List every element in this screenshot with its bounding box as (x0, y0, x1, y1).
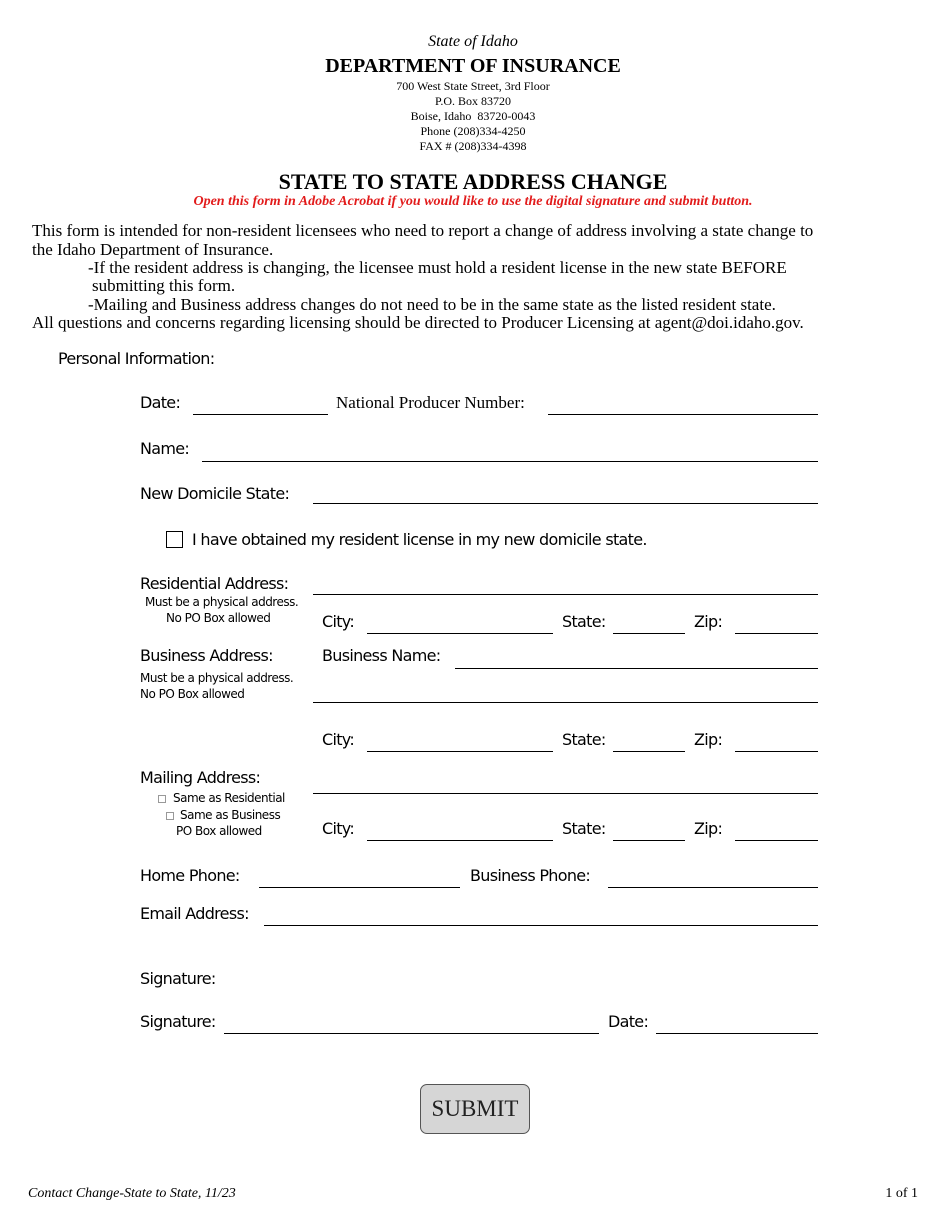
submit-button[interactable]: SUBMIT (420, 1084, 530, 1134)
header-state: State of Idaho (428, 33, 518, 50)
mailing-city-field[interactable] (367, 840, 553, 841)
npn-field[interactable] (548, 414, 818, 415)
new-domicile-state-label: New Domicile State: (140, 484, 290, 503)
home-phone-field[interactable] (259, 887, 460, 888)
intro-line-4: submitting this form. (92, 276, 236, 295)
business-phone-field[interactable] (608, 887, 818, 888)
residential-address-label: Residential Address: (140, 574, 289, 593)
email-field[interactable] (264, 925, 818, 926)
date-field[interactable] (193, 414, 328, 415)
header-department: DEPARTMENT OF INSURANCE (325, 55, 621, 77)
business-city-label: City: (322, 730, 355, 749)
residential-city-label: City: (322, 612, 355, 631)
name-label: Name: (140, 439, 190, 458)
footer-page-number: 1 of 1 (885, 1186, 918, 1201)
personal-info-heading: Personal Information: (58, 349, 215, 368)
mailing-zip-label: Zip: (694, 819, 723, 838)
po-box-allowed-label: PO Box allowed (176, 824, 262, 838)
business-zip-label: Zip: (694, 730, 723, 749)
business-state-label: State: (562, 730, 606, 749)
signature-label: Signature: (140, 1012, 216, 1031)
header-po-box: P.O. Box 83720 (434, 94, 511, 108)
npn-label: National Producer Number: (336, 393, 525, 412)
same-as-residential-label: Same as Residential (173, 791, 285, 805)
intro-line-6: All questions and concerns regarding licensing should be directed to Producer Licensing at agent@doi.idaho.gov. (32, 313, 804, 332)
residential-state-field[interactable] (613, 633, 685, 634)
residential-note-2: No PO Box allowed (166, 611, 271, 625)
mailing-city-label: City: (322, 819, 355, 838)
business-city-field[interactable] (367, 751, 553, 752)
business-name-field[interactable] (455, 668, 818, 669)
same-as-residential-checkbox[interactable] (158, 795, 166, 803)
intro-line-3: -If the resident address is changing, the licensee must hold a resident license in the new state BEFORE (88, 258, 787, 277)
residential-state-label: State: (562, 612, 606, 631)
mailing-address-field[interactable] (313, 793, 818, 794)
new-domicile-state-field[interactable] (313, 503, 818, 504)
business-state-field[interactable] (613, 751, 685, 752)
acrobat-notice: Open this form in Adobe Acrobat if you would like to use the digital signature and submit button. (193, 194, 753, 209)
resident-license-checkbox[interactable] (166, 531, 183, 548)
header-phone: Phone (208)334-4250 (420, 124, 526, 138)
same-as-business-checkbox[interactable] (166, 812, 174, 820)
residential-zip-field[interactable] (735, 633, 818, 634)
mailing-address-label: Mailing Address: (140, 768, 261, 787)
business-note-1: Must be a physical address. (140, 671, 294, 685)
mailing-state-field[interactable] (613, 840, 685, 841)
mailing-state-label: State: (562, 819, 606, 838)
header-city-line: Boise, Idaho 83720-0043 (410, 109, 536, 123)
residential-note-1: Must be a physical address. (145, 595, 299, 609)
name-field[interactable] (202, 461, 818, 462)
signature-field[interactable] (224, 1033, 599, 1034)
intro-line-1: This form is intended for non-resident licensees who need to report a change of address involving a state change to (32, 221, 814, 240)
resident-license-label: I have obtained my resident license in my new domicile state. (192, 530, 647, 549)
footer-form-id: Contact Change-State to State, 11/23 (28, 1186, 236, 1201)
business-note-2: No PO Box allowed (140, 687, 245, 701)
business-address-label: Business Address: (140, 646, 273, 665)
email-address-label: Email Address: (140, 904, 249, 923)
intro-line-2: the Idaho Department of Insurance. (32, 240, 274, 259)
business-phone-label: Business Phone: (470, 866, 591, 885)
residential-address-field[interactable] (313, 594, 818, 595)
intro-line-5: -Mailing and Business address changes do not need to be in the same state as the listed resident state. (88, 295, 776, 314)
mailing-zip-field[interactable] (735, 840, 818, 841)
business-address-field[interactable] (313, 702, 818, 703)
same-as-business-label: Same as Business (180, 808, 281, 822)
residential-city-field[interactable] (367, 633, 553, 634)
signature-date-field[interactable] (656, 1033, 818, 1034)
header-street: 700 West State Street, 3rd Floor (396, 79, 550, 93)
business-name-label: Business Name: (322, 646, 441, 665)
business-zip-field[interactable] (735, 751, 818, 752)
home-phone-label: Home Phone: (140, 866, 240, 885)
header-fax: FAX # (208)334-4398 (419, 139, 527, 153)
form-title: STATE TO STATE ADDRESS CHANGE (278, 169, 668, 194)
residential-zip-label: Zip: (694, 612, 723, 631)
signature-date-label: Date: (608, 1012, 649, 1031)
signature-heading: Signature: (140, 969, 216, 988)
date-label: Date: (140, 393, 181, 412)
